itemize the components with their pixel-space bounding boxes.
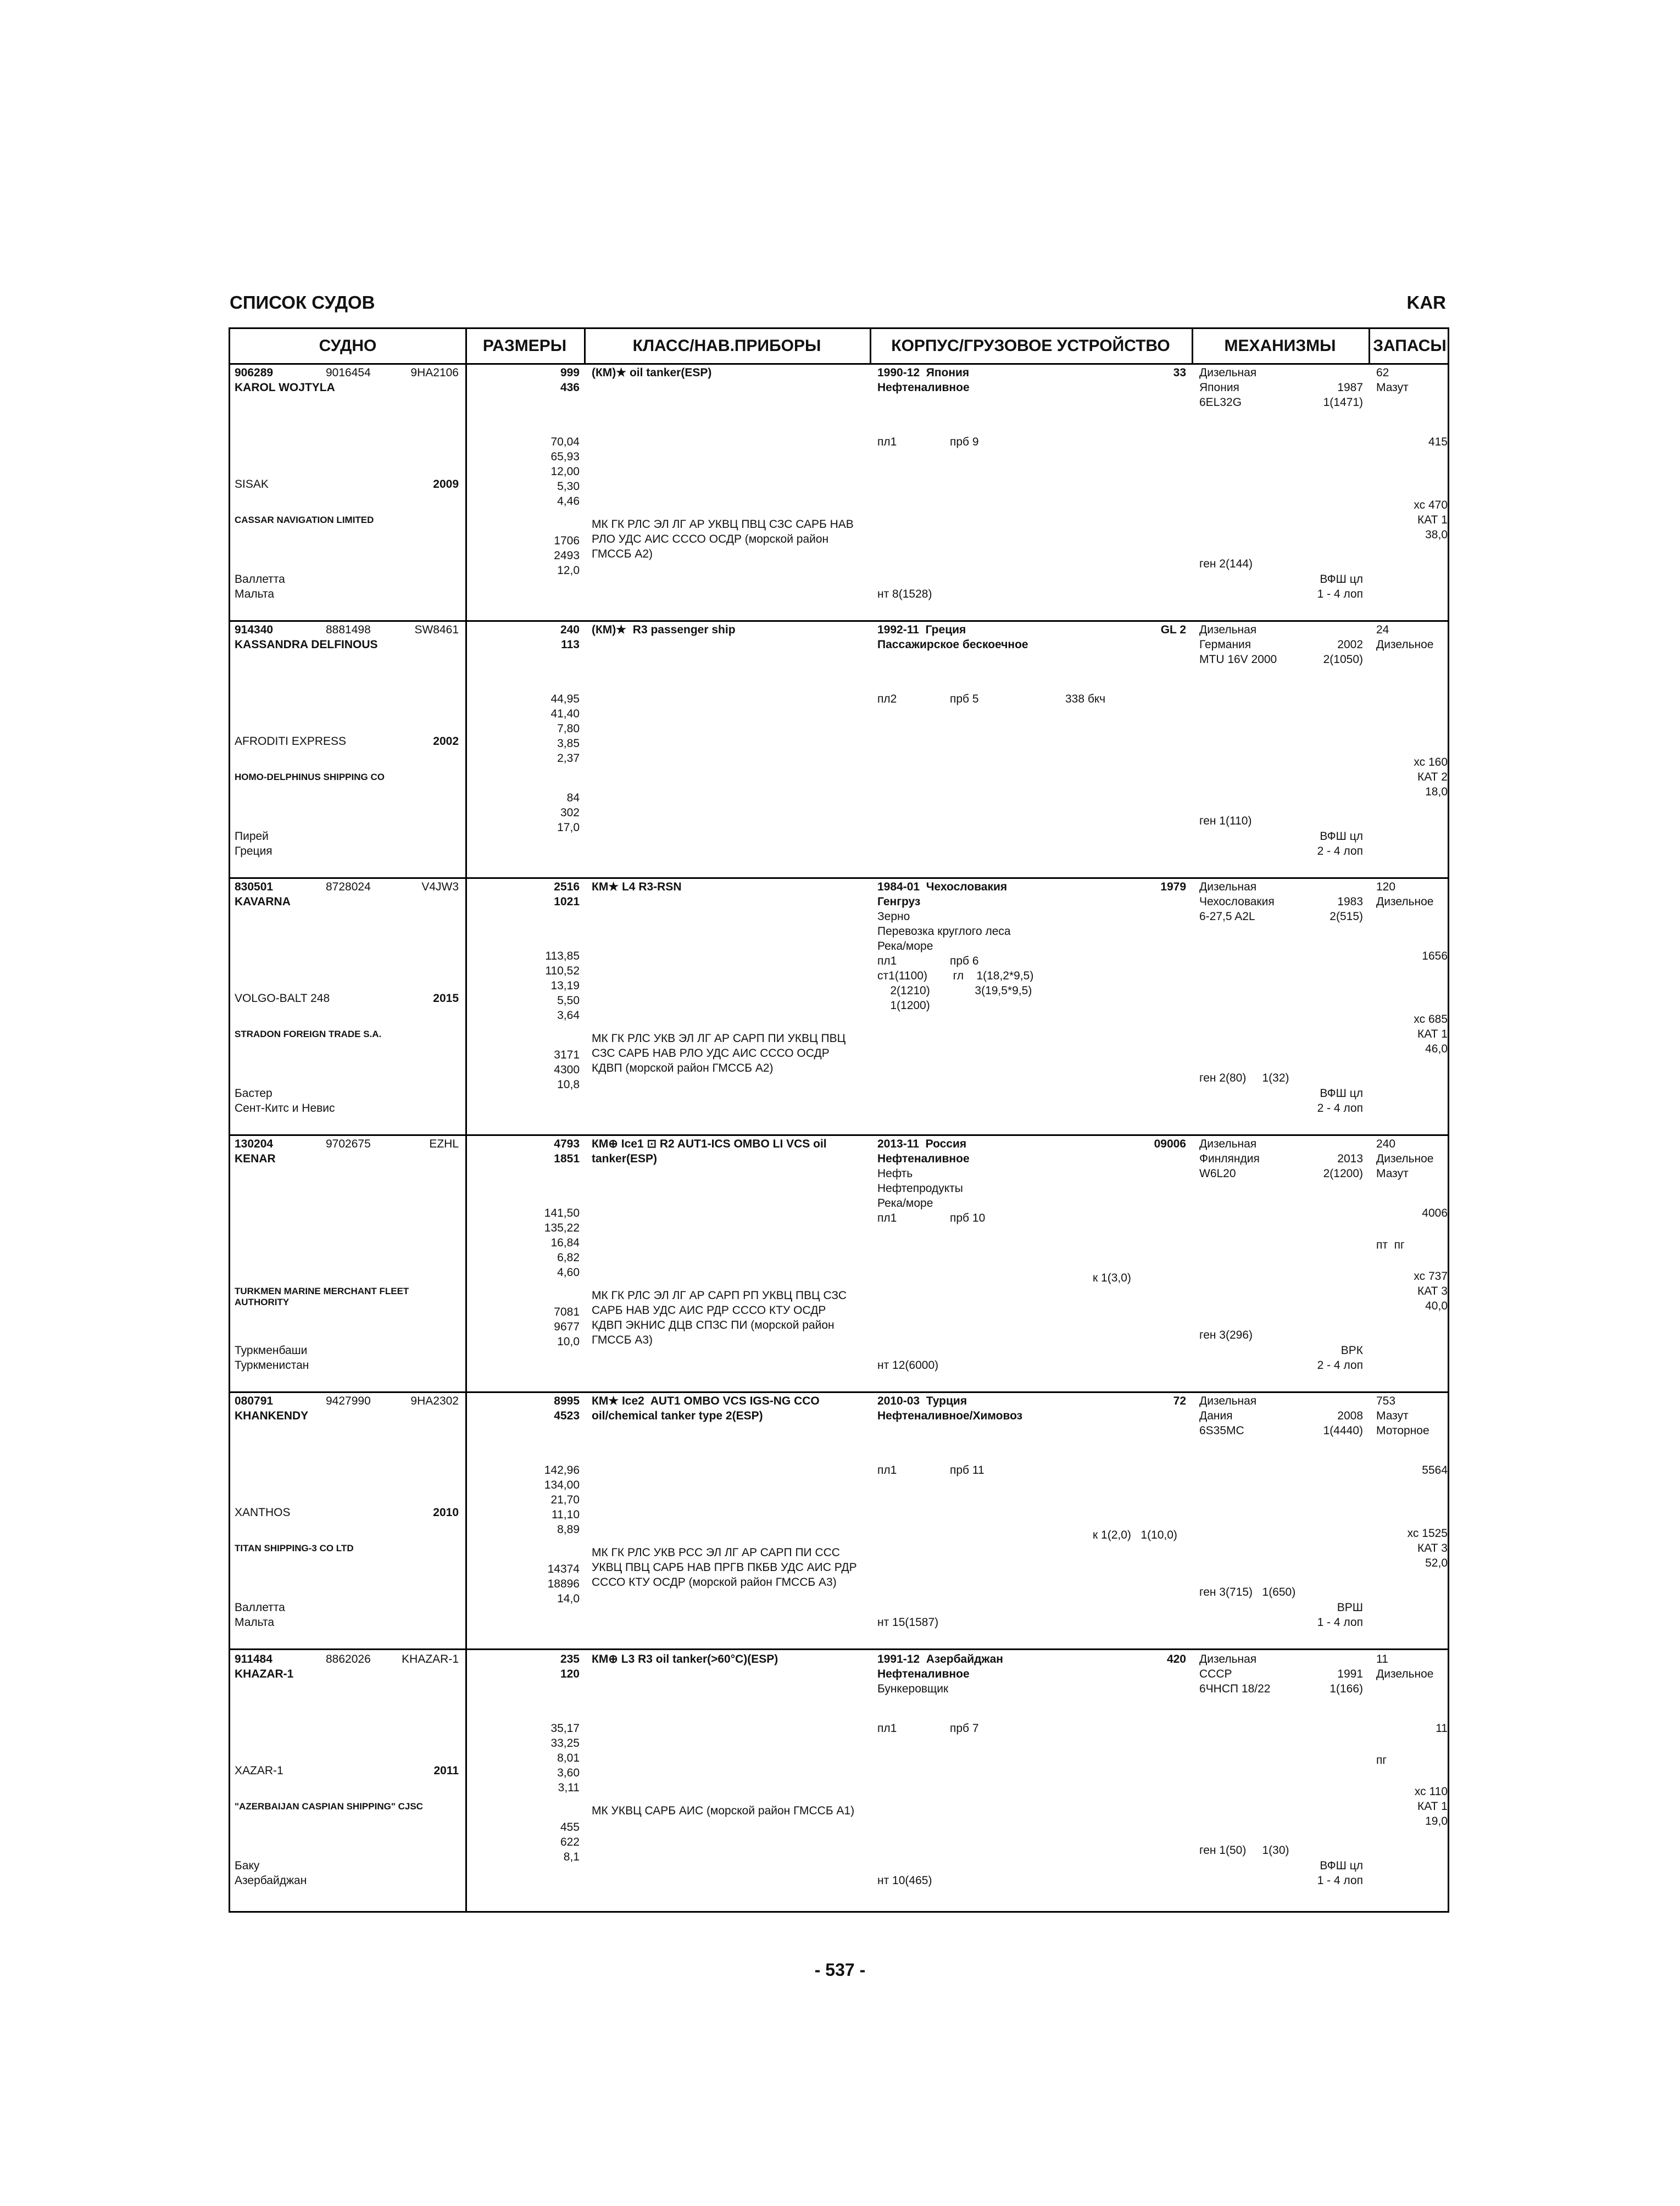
owner-name: STRADON FOREIGN TRADE S.A.: [235, 1029, 382, 1039]
reg-number: 080791: [235, 1395, 274, 1407]
nav-equipment: МК ГК РЛС УКВ РСС ЭЛ ЛГ АР САРП ПИ ССС: [592, 1546, 840, 1559]
ship-name: KENAR: [235, 1152, 276, 1165]
deck-count: пл1: [877, 955, 897, 967]
dim-value: 3,85: [557, 737, 580, 750]
tank-capacity: нт 15(1587): [877, 1616, 939, 1629]
owner-name: HOMO-DELPHINUS SHIPPING CO: [235, 772, 385, 782]
imo-number: 9427990: [326, 1395, 371, 1407]
tank-capacity: нт 10(465): [877, 1874, 932, 1887]
generators: ген 2(144): [1199, 558, 1253, 570]
hull-type: Нефтепродукты: [877, 1182, 963, 1195]
imo-number: 8862026: [326, 1653, 371, 1665]
engine-value: 1991: [1337, 1668, 1363, 1680]
deck-count: пл2: [877, 693, 897, 705]
dim-value: 14374: [547, 1563, 580, 1575]
nav-equipment: МК ГК РЛС УКВ ЭЛ ЛГ АР САРП ПИ УКВЦ ПВЦ: [592, 1032, 846, 1045]
dim-value: 622: [560, 1836, 580, 1848]
engine-info: Дания: [1199, 1410, 1233, 1422]
ship-record: [230, 1650, 1448, 1907]
class-notation: tanker(ESP): [592, 1152, 658, 1165]
bulkheads: прб 10: [950, 1212, 986, 1224]
dim-value: 7081: [554, 1306, 580, 1318]
crew-capacity: 46,0: [1425, 1043, 1448, 1055]
engine-value: 2(515): [1329, 910, 1363, 923]
fuel-capacity: 415: [1428, 436, 1448, 448]
class-notation: (КМ)★ R3 passenger ship: [592, 623, 736, 636]
class-notation: КМ⊕ L3 R3 oil tanker(>60°C)(ESP): [592, 1653, 778, 1665]
dim-tonnage: 1851: [554, 1152, 580, 1165]
crew-capacity: КАТ 1: [1417, 514, 1448, 526]
engine-info: Дизельная: [1199, 881, 1257, 893]
dim-value: 9677: [554, 1321, 580, 1333]
engine-value: 1(1471): [1323, 396, 1363, 409]
generators: ген 2(80) 1(32): [1199, 1072, 1289, 1084]
ship-record: [230, 620, 1448, 879]
class-notation: oil/chemical tanker type 2(ESP): [592, 1410, 763, 1422]
engine-info: Дизельная: [1199, 1395, 1257, 1407]
nav-equipment: УКВЦ ПВЦ САРБ НАВ ПРГВ ПКБВ УДС АИС РДР: [592, 1561, 857, 1574]
hull-code: 1979: [1160, 881, 1186, 893]
former-year: 2009: [433, 478, 459, 491]
dim-value: 10,8: [557, 1078, 580, 1091]
owner-name: CASSAR NAVIGATION LIMITED: [235, 515, 374, 525]
crew-capacity: 18,0: [1425, 786, 1448, 798]
hull-build: 1990-12 Япония: [877, 366, 970, 379]
fuel-supply: Дизельное: [1376, 1152, 1434, 1165]
col-divider: [584, 329, 586, 363]
col-header-dims: РАЗМЕРЫ: [482, 337, 567, 355]
reg-number: 830501: [235, 881, 274, 893]
engine-info: 6EL32G: [1199, 396, 1242, 409]
propeller: ВРШ: [1337, 1601, 1363, 1614]
ship-name: KAROL WOJTYLA: [235, 381, 335, 394]
dim-value: 35,17: [550, 1722, 580, 1735]
dim-value: 11,10: [552, 1508, 580, 1521]
home-port: Валлетта: [235, 573, 285, 586]
col-header-supplies: ЗАПАСЫ: [1373, 337, 1447, 355]
nav-equipment: СССО КТУ ОСДР (морской район ГМССБ А3): [592, 1576, 837, 1589]
crew-capacity: хс 160: [1414, 756, 1448, 768]
imo-number: 8881498: [326, 623, 371, 636]
fuel-supply: 240: [1376, 1138, 1396, 1150]
call-sign: 9HA2302: [410, 1395, 459, 1407]
crew-capacity: хс 737: [1414, 1270, 1448, 1283]
crew-capacity: КАТ 1: [1417, 1800, 1448, 1813]
propeller: ВРК: [1340, 1344, 1363, 1357]
deck-count: пл1: [877, 1464, 897, 1477]
crew-capacity: хс 685: [1414, 1013, 1448, 1026]
nav-equipment: МК ГК РЛС ЭЛ ЛГ АР САРП РП УКВЦ ПВЦ СЗС: [592, 1289, 847, 1302]
engine-info: Япония: [1199, 381, 1239, 394]
hull-code: 33: [1173, 366, 1186, 379]
dim-tonnage: 235: [560, 1653, 580, 1665]
ship-record: [230, 877, 1448, 1136]
dim-value: 3171: [554, 1049, 580, 1061]
owner-name: TURKMEN MARINE MERCHANT FLEET AUTHORITY: [235, 1286, 409, 1307]
crew-capacity: 52,0: [1425, 1557, 1448, 1569]
fuel-supply: 11: [1376, 1653, 1388, 1665]
fuel-supply: Моторное: [1376, 1424, 1429, 1437]
fuel-capacity: 11: [1436, 1722, 1448, 1735]
col-divider: [1192, 329, 1193, 363]
cranes: к 1(2,0) 1(10,0): [1093, 1529, 1177, 1541]
fuel-supply: 62: [1376, 366, 1389, 379]
dim-tonnage: 113: [561, 638, 580, 651]
call-sign: V4JW3: [421, 881, 459, 893]
table-header: [230, 329, 1448, 365]
dim-value: 18896: [547, 1578, 580, 1590]
imo-number: 9016454: [326, 366, 371, 379]
dim-tonnage: 8995: [554, 1395, 580, 1407]
former-year: 2010: [433, 1506, 459, 1519]
crew-capacity: 40,0: [1425, 1300, 1448, 1312]
call-sign: KHAZAR-1: [402, 1653, 459, 1665]
flag-state: Туркменистан: [235, 1359, 309, 1372]
bulkheads: прб 9: [950, 436, 979, 448]
dim-value: 44,95: [550, 693, 580, 705]
fuel-supply: Дизельное: [1376, 895, 1434, 908]
propeller: ВФШ цл: [1320, 830, 1363, 843]
crew-capacity: хс 1525: [1407, 1527, 1448, 1540]
generators: ген 1(110): [1199, 815, 1252, 827]
nav-equipment: МК УКВЦ САРБ АИС (морской район ГМССБ А1): [592, 1804, 855, 1817]
dim-tonnage: 1021: [554, 895, 580, 908]
engine-value: 1987: [1337, 381, 1363, 394]
hull-build: 2013-11 Россия: [877, 1138, 967, 1150]
cargo-holds: ст1(1100) гл 1(18,2*9,5): [877, 970, 1034, 982]
fuel-supply: Дизельное: [1376, 638, 1434, 651]
home-port: Баку: [235, 1859, 260, 1872]
dim-tonnage: 4523: [554, 1410, 580, 1422]
deck-count: пл1: [877, 436, 897, 448]
tank-capacity: нт 12(6000): [877, 1359, 939, 1372]
cargo-holds: 2(1210) 3(19,5*9,5): [877, 984, 1032, 997]
hull-type: Зерно: [877, 910, 910, 923]
imo-number: 9702675: [326, 1138, 371, 1150]
crew-capacity: хс 470: [1414, 499, 1448, 511]
propeller: ВФШ цл: [1320, 1859, 1363, 1872]
col-divider: [870, 329, 871, 363]
fuel-supply: Мазут: [1376, 381, 1409, 394]
dim-value: 41,40: [550, 708, 580, 720]
ship-name: KAVARNA: [235, 895, 291, 908]
call-sign: SW8461: [414, 623, 459, 636]
engine-value: 2008: [1337, 1410, 1363, 1422]
hull-type: Нефтеналивное: [877, 1668, 970, 1680]
former-year: 2015: [433, 992, 459, 1005]
fuel-supply: 753: [1376, 1395, 1396, 1407]
dim-value: 8,01: [557, 1752, 580, 1764]
propeller-blades: 1 - 4 лоп: [1317, 588, 1363, 600]
flag-state: Мальта: [235, 1616, 275, 1629]
fuel-supply: 24: [1376, 623, 1389, 636]
dim-tonnage: 999: [560, 366, 580, 379]
bulkheads: прб 6: [950, 955, 979, 967]
deck-count: пл1: [877, 1722, 897, 1735]
nav-equipment: СЗС САРБ НАВ РЛО УДС АИС СССО ОСДР: [592, 1047, 830, 1060]
hull-type: Нефтеналивное: [877, 1152, 970, 1165]
dim-value: 65,93: [550, 450, 580, 463]
hull-type: Нефтеналивное/Химовоз: [877, 1410, 1023, 1422]
dim-value: 113,85: [545, 950, 580, 962]
call-sign: EZHL: [429, 1138, 459, 1150]
engine-value: 2013: [1337, 1152, 1363, 1165]
crew-capacity: КАТ 2: [1417, 771, 1448, 783]
dim-tonnage: 120: [560, 1668, 580, 1680]
fuel-capacity: 1656: [1422, 950, 1448, 962]
col-header-class: КЛАСС/НАВ.ПРИБОРЫ: [632, 337, 821, 355]
hull-code: 09006: [1154, 1138, 1186, 1150]
hull-type: Генгруз: [877, 895, 921, 908]
dim-value: 141,50: [544, 1207, 580, 1219]
former-name: XANTHOS: [235, 1506, 291, 1519]
engine-info: Дизельная: [1199, 623, 1257, 636]
bulkheads: прб 11: [950, 1464, 984, 1477]
nav-equipment: ГМССБ А3): [592, 1334, 653, 1346]
engine-info: Чехословакия: [1199, 895, 1275, 908]
dim-value: 13,19: [550, 979, 580, 992]
engine-value: 1983: [1337, 895, 1363, 908]
engine-info: 6-27,5 A2L: [1199, 910, 1255, 923]
col-header-mech: МЕХАНИЗМЫ: [1224, 337, 1336, 355]
flag-state: Мальта: [235, 588, 275, 600]
dim-value: 84: [566, 792, 580, 804]
former-name: AFRODITI EXPRESS: [235, 735, 347, 748]
fuel-capacity: 5564: [1422, 1464, 1448, 1477]
dim-value: 8,89: [557, 1523, 580, 1536]
hull-type: Река/море: [877, 940, 933, 952]
former-year: 2002: [433, 735, 459, 748]
crew-capacity: КАТ 1: [1417, 1028, 1448, 1040]
hull-type: Бункеровщик: [877, 1683, 949, 1695]
engine-info: MTU 16V 2000: [1199, 653, 1277, 666]
fuel-supply: Дизельное: [1376, 1668, 1434, 1680]
ship-record: [230, 363, 1448, 622]
class-notation: (КМ)★ oil tanker(ESP): [592, 366, 712, 379]
propeller-blades: 1 - 4 лоп: [1317, 1616, 1363, 1629]
hull-type: Нефтеналивное: [877, 381, 970, 394]
hull-code: 420: [1166, 1653, 1186, 1665]
ship-record: [230, 1391, 1448, 1650]
page-number: - 537 -: [814, 1960, 866, 1980]
col-header-ship: СУДНО: [319, 337, 377, 355]
hull-build: 1984-01 Чехословакия: [877, 881, 1008, 893]
dim-value: 135,22: [544, 1222, 580, 1234]
class-notation: КМ★ L4 R3-RSN: [592, 881, 682, 893]
page-code: KAR: [1406, 292, 1446, 313]
tank-capacity: нт 8(1528): [877, 588, 932, 600]
former-name: VOLGO-BALT 248: [235, 992, 330, 1005]
engine-info: Финляндия: [1199, 1152, 1260, 1165]
ship-record: [230, 1134, 1448, 1393]
engine-value: 1(4440): [1323, 1424, 1363, 1437]
hull-extra: 338 бкч: [1065, 693, 1106, 705]
dim-value: 8,1: [563, 1851, 580, 1863]
home-port: Бастер: [235, 1087, 272, 1100]
nav-equipment: МК ГК РЛС ЭЛ ЛГ АР УКВЦ ПВЦ СЗС САРБ НАВ: [592, 518, 854, 531]
hull-code: GL 2: [1160, 623, 1186, 636]
ship-name: KASSANDRA DELFINOUS: [235, 638, 378, 651]
dim-value: 4300: [554, 1063, 580, 1076]
engine-info: СССР: [1199, 1668, 1232, 1680]
hull-build: 1991-12 Азербайджан: [877, 1653, 1003, 1665]
dim-value: 33,25: [550, 1737, 580, 1750]
cargo-holds: 1(1200): [877, 999, 930, 1012]
engine-info: Германия: [1199, 638, 1251, 651]
col-header-hull: КОРПУС/ГРУЗОВОЕ УСТРОЙСТВО: [891, 337, 1170, 355]
generators: ген 3(296): [1199, 1329, 1253, 1341]
hull-build: 1992-11 Греция: [877, 623, 966, 636]
dim-value: 17,0: [557, 821, 580, 834]
crew-capacity: 19,0: [1425, 1815, 1448, 1828]
former-name: XAZAR-1: [235, 1764, 283, 1777]
propeller-blades: 2 - 4 лоп: [1317, 845, 1363, 857]
engine-info: 6ЧНСП 18/22: [1199, 1683, 1271, 1695]
dim-value: 5,30: [557, 480, 580, 493]
home-port: Туркменбаши: [235, 1344, 308, 1357]
nav-equipment: САРБ НАВ УДС АИС РДР СССО КТУ ОСДР: [592, 1304, 826, 1317]
former-name: SISAK: [235, 478, 269, 491]
crew-capacity: 38,0: [1425, 528, 1448, 541]
page-title: СПИСОК СУДОВ: [230, 292, 375, 313]
generators: ген 3(715) 1(650): [1199, 1586, 1296, 1598]
engine-info: Дизельная: [1199, 366, 1257, 379]
owner-name: TITAN SHIPPING-3 CO LTD: [235, 1543, 354, 1553]
dim-value: 2493: [554, 549, 580, 562]
nav-equipment: КДВП (морской район ГМССБ А2): [592, 1062, 774, 1074]
dim-value: 12,00: [550, 465, 580, 478]
nav-equipment: РЛО УДС АИС СССО ОСДР (морской район: [592, 533, 829, 545]
dim-value: 6,82: [557, 1251, 580, 1264]
hull-type: Река/море: [877, 1197, 933, 1210]
reg-number: 130204: [235, 1138, 274, 1150]
dim-tonnage: 4793: [554, 1138, 580, 1150]
supply-extra: пг: [1376, 1754, 1387, 1767]
engine-value: 2(1050): [1323, 653, 1363, 666]
dim-value: 3,11: [558, 1781, 580, 1794]
engine-info: W6L20: [1199, 1167, 1236, 1180]
hull-type: Пассажирское бескоечное: [877, 638, 1028, 651]
owner-name: "AZERBAIJAN CASPIAN SHIPPING" CJSC: [235, 1801, 423, 1812]
propeller: ВФШ цл: [1320, 573, 1363, 586]
flag-state: Греция: [235, 845, 272, 857]
dim-value: 110,52: [545, 965, 580, 977]
dim-value: 3,64: [557, 1009, 580, 1022]
dim-value: 4,60: [557, 1266, 580, 1279]
reg-number: 914340: [235, 623, 274, 636]
class-notation: КМ⊕ Ice1 ⊡ R2 AUT1-ICS OMBO LI VCS oil: [592, 1138, 827, 1150]
dim-value: 2,37: [557, 752, 580, 765]
dim-value: 4,46: [557, 495, 580, 508]
dim-tonnage: 2516: [554, 881, 580, 893]
dim-value: 12,0: [557, 564, 580, 577]
dim-value: 21,70: [550, 1494, 580, 1506]
home-port: Пирей: [235, 830, 269, 843]
nav-equipment: КДВП ЭКНИС ДЦВ СПЗС ПИ (морской район: [592, 1319, 835, 1332]
hull-type: Нефть: [877, 1167, 913, 1180]
flag-state: Азербайджан: [235, 1874, 307, 1887]
crew-capacity: КАТ 3: [1417, 1542, 1448, 1555]
hull-code: 72: [1173, 1395, 1186, 1407]
bulkheads: прб 5: [950, 693, 979, 705]
dim-value: 16,84: [550, 1236, 580, 1249]
reg-number: 911484: [235, 1653, 272, 1665]
dim-value: 134,00: [544, 1479, 580, 1491]
dim-value: 10,0: [557, 1335, 580, 1348]
fuel-supply: Мазут: [1376, 1410, 1409, 1422]
col-divider: [1369, 329, 1370, 363]
propeller-blades: 1 - 4 лоп: [1317, 1874, 1363, 1887]
engine-value: 2(1200): [1323, 1167, 1363, 1180]
propeller-blades: 2 - 4 лоп: [1317, 1102, 1363, 1115]
class-notation: КМ★ Ice2 AUT1 OMBO VCS IGS-NG CCO: [592, 1395, 820, 1407]
home-port: Валлетта: [235, 1601, 285, 1614]
former-year: 2011: [433, 1764, 459, 1777]
reg-number: 906289: [235, 366, 274, 379]
engine-value: 1(166): [1329, 1683, 1363, 1695]
propeller-blades: 2 - 4 лоп: [1317, 1359, 1363, 1372]
dim-tonnage: 436: [560, 381, 580, 394]
fuel-supply: 120: [1376, 881, 1396, 893]
engine-info: Дизельная: [1199, 1653, 1257, 1665]
hull-build: 2010-03 Турция: [877, 1395, 967, 1407]
deck-count: пл1: [877, 1212, 897, 1224]
ship-table: [229, 327, 1449, 1913]
dim-value: 70,04: [550, 436, 580, 448]
dim-value: 14,0: [557, 1592, 580, 1605]
ship-name: KHANKENDY: [235, 1410, 309, 1422]
fuel-capacity: 4006: [1422, 1207, 1448, 1219]
engine-info: Дизельная: [1199, 1138, 1257, 1150]
dim-value: 142,96: [544, 1464, 580, 1477]
propeller: ВФШ цл: [1320, 1087, 1363, 1100]
ship-name: KHAZAR-1: [235, 1668, 294, 1680]
crew-capacity: КАТ 3: [1417, 1285, 1448, 1297]
call-sign: 9HA2106: [410, 366, 459, 379]
supply-extra: пт пг: [1376, 1239, 1405, 1251]
bulkheads: прб 7: [950, 1722, 979, 1735]
fuel-supply: Мазут: [1376, 1167, 1409, 1180]
engine-value: 2002: [1337, 638, 1363, 651]
cranes: к 1(3,0): [1093, 1272, 1131, 1284]
generators: ген 1(50) 1(30): [1199, 1844, 1289, 1857]
engine-info: 6S35MC: [1199, 1424, 1244, 1437]
dim-value: 7,80: [557, 722, 580, 735]
imo-number: 8728024: [326, 881, 371, 893]
crew-capacity: хс 110: [1414, 1785, 1448, 1798]
dim-value: 5,50: [557, 994, 580, 1007]
dim-value: 3,60: [557, 1767, 580, 1779]
dim-tonnage: 240: [560, 623, 580, 636]
hull-type: Перевозка круглого леса: [877, 925, 1011, 938]
dim-value: 302: [560, 806, 580, 819]
flag-state: Сент-Китс и Невис: [235, 1102, 335, 1115]
dim-value: 1706: [554, 534, 580, 547]
dim-value: 455: [560, 1821, 580, 1834]
nav-equipment: ГМССБ А2): [592, 548, 653, 560]
